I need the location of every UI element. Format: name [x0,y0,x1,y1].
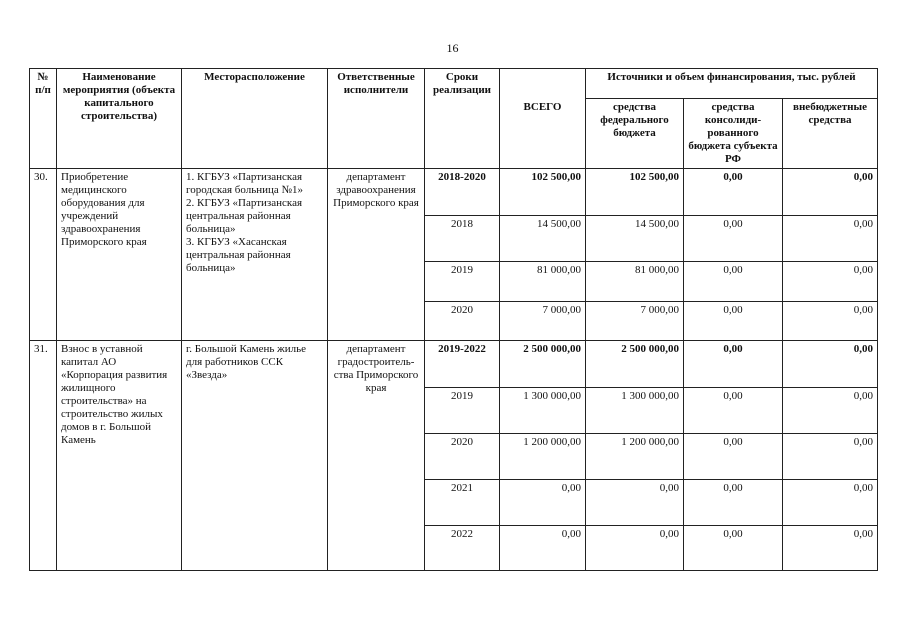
header-total: ВСЕГО [500,99,586,169]
federal-cell: 0,00 [586,525,684,570]
header-name: Наименование мероприятия (объекта капитального строительства) [57,69,182,169]
extra-cell: 0,00 [783,479,878,525]
extra-cell: 0,00 [783,387,878,433]
total-cell: 81 000,00 [500,261,586,301]
regional-cell: 0,00 [684,433,783,479]
row-num: 30. [30,168,57,340]
extra-cell: 0,00 [783,433,878,479]
extra-cell: 0,00 [783,301,878,340]
total-cell: 2 500 000,00 [500,340,586,387]
header-federal: средства федерального бюджета [586,99,684,169]
extra-cell: 0,00 [783,525,878,570]
year-cell: 2018-2020 [425,168,500,215]
year-cell: 2020 [425,301,500,340]
federal-cell: 1 200 000,00 [586,433,684,479]
header-sources: Источники и объем финансирования, тыс. рублей [586,69,878,99]
extra-cell: 0,00 [783,261,878,301]
header-responsible: Ответственные исполнители [328,69,425,169]
federal-cell: 0,00 [586,479,684,525]
regional-cell: 0,00 [684,168,783,215]
extra-cell: 0,00 [783,168,878,215]
header-extra: внебюджетные средства [783,99,878,169]
federal-cell: 102 500,00 [586,168,684,215]
year-cell: 2018 [425,215,500,261]
regional-cell: 0,00 [684,525,783,570]
federal-cell: 2 500 000,00 [586,340,684,387]
table-body [30,168,878,570]
federal-cell: 81 000,00 [586,261,684,301]
page-number: 16 [446,41,459,55]
regional-cell: 0,00 [684,387,783,433]
year-cell: 2021 [425,479,500,525]
regional-cell: 0,00 [684,261,783,301]
row-location: г. Большой Камень жилье для работников ССК «Звезда» [182,340,328,570]
row-responsible: департамент градостроитель-ства Приморского края [328,340,425,570]
row-name: Взнос в уставной капитал АО «Корпорация развития жилищного строительства» на строительство жилых домов в г. Большой Камень [57,340,182,570]
total-cell: 14 500,00 [500,215,586,261]
total-cell: 1 300 000,00 [500,387,586,433]
federal-cell: 1 300 000,00 [586,387,684,433]
table-row [30,340,878,387]
row-location: 1. КГБУЗ «Партизанская городская больница №1» 2. КГБУЗ «Партизанская центральная районная больница» 3. КГБУЗ «Хасанская центральная районная больница» [182,168,328,340]
federal-cell: 7 000,00 [586,301,684,340]
total-cell: 0,00 [500,525,586,570]
total-cell: 102 500,00 [500,168,586,215]
total-cell: 7 000,00 [500,301,586,340]
header-num: № п/п [30,69,57,169]
regional-cell: 0,00 [684,215,783,261]
regional-cell: 0,00 [684,301,783,340]
year-cell: 2019-2022 [425,340,500,387]
federal-cell: 14 500,00 [586,215,684,261]
total-cell: 1 200 000,00 [500,433,586,479]
header-regional: средства консолиди-рованного бюджета субъекта РФ [684,99,783,169]
year-cell: 2020 [425,433,500,479]
regional-cell: 0,00 [684,340,783,387]
header-location: Месторасположение [182,69,328,169]
row-name: Приобретение медицинского оборудования для учреждений здравоохранения Приморского края [57,168,182,340]
header-terms: Сроки реализации [425,69,500,169]
row-responsible: департамент здравоохранения Приморского края [328,168,425,340]
extra-cell: 0,00 [783,340,878,387]
financing-table [29,68,878,571]
total-cell: 0,00 [500,479,586,525]
row-num: 31. [30,340,57,570]
year-cell: 2019 [425,261,500,301]
year-cell: 2022 [425,525,500,570]
table-row [30,168,878,215]
regional-cell: 0,00 [684,479,783,525]
year-cell: 2019 [425,387,500,433]
extra-cell: 0,00 [783,215,878,261]
